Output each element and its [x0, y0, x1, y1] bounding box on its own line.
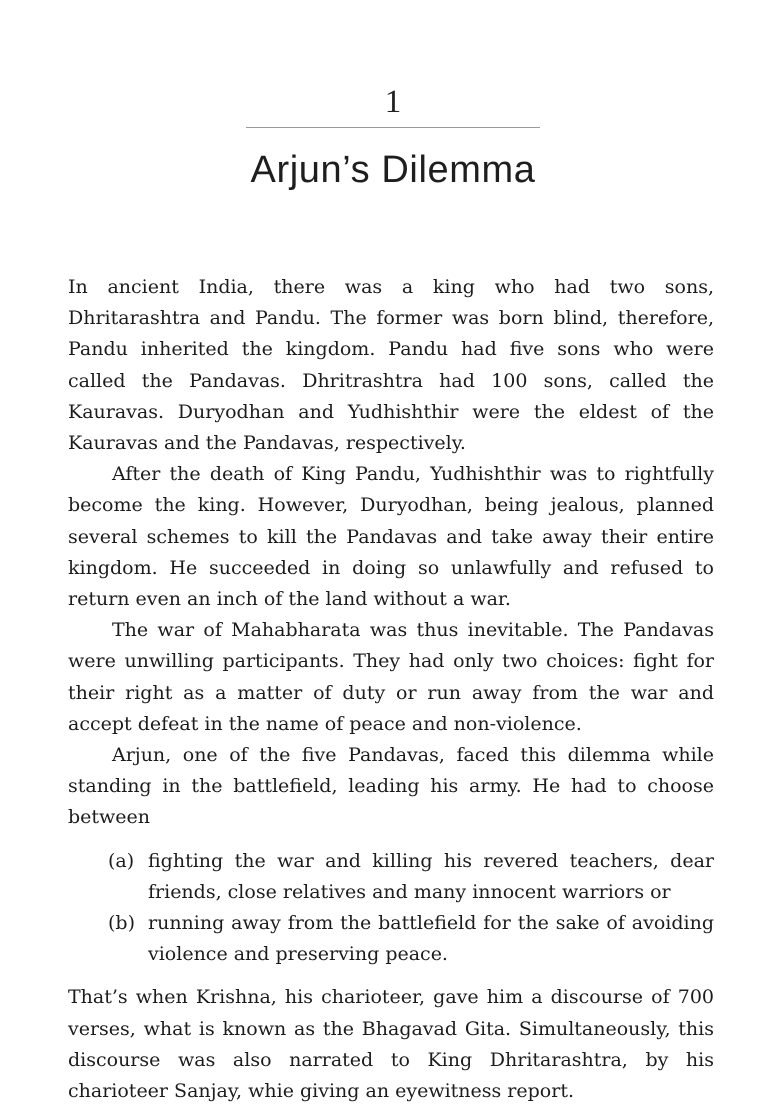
list-item-text: running away from the battlefield for the sake of avoiding violence and preserving peace.	[148, 912, 714, 966]
title-divider	[246, 127, 540, 128]
chapter-body	[68, 272, 714, 1107]
paragraph-intro: In ancient India, there was a king who had two sons, Dhritarashtra and Pandu. The former was born blind, therefore, Pandu inherited the kingdom. Pandu had five sons who were called the Pandavas. Dhritrashtra had 100 sons, called the Kauravas. Duryodhan and Yudhishthir were the eldest of the Kauravas and the Pandavas, respectively.	[68, 276, 714, 455]
list-marker: (b)	[108, 912, 135, 935]
paragraph-dilemma: Arjun, one of the five Pandavas, faced this dilemma while standing in the battlefield, leading his army. He had to choose between	[68, 744, 714, 829]
paragraph-succession: After the death of King Pandu, Yudhishthir was to rightfully become the king. However, Duryodhan, being jealous, planned several schemes to kill the Pandavas and take away their entire kingdom. He succeeded in doing so unlawfully and refused to return even an inch of the land without a war.	[68, 463, 714, 611]
list-item-text: fighting the war and killing his revered teachers, dear friends, close relatives and many innocent warriors or	[148, 849, 714, 903]
chapter-number: 1	[384, 84, 402, 120]
chapter-title: Arjun’s Dilemma	[250, 149, 536, 191]
choice-list	[68, 846, 714, 971]
paragraph-war: The war of Mahabharata was thus inevitable. The Pandavas were unwilling participants. They had only two choices: fight for their right as a matter of duty or run away from the war and accept defeat in the name of peace and non-violence.	[68, 619, 714, 735]
list-marker: (a)	[108, 849, 135, 872]
list-item	[68, 846, 714, 908]
paragraph-gita: That’s when Krishna, his charioteer, gave him a discourse of 700 verses, what is known as the Bhagavad Gita. Simultaneously, this discourse was also narrated to King Dhritarashtra, by his charioteer Sanjay, whie giving an eyewitness report.	[68, 986, 714, 1103]
list-item	[68, 908, 714, 970]
